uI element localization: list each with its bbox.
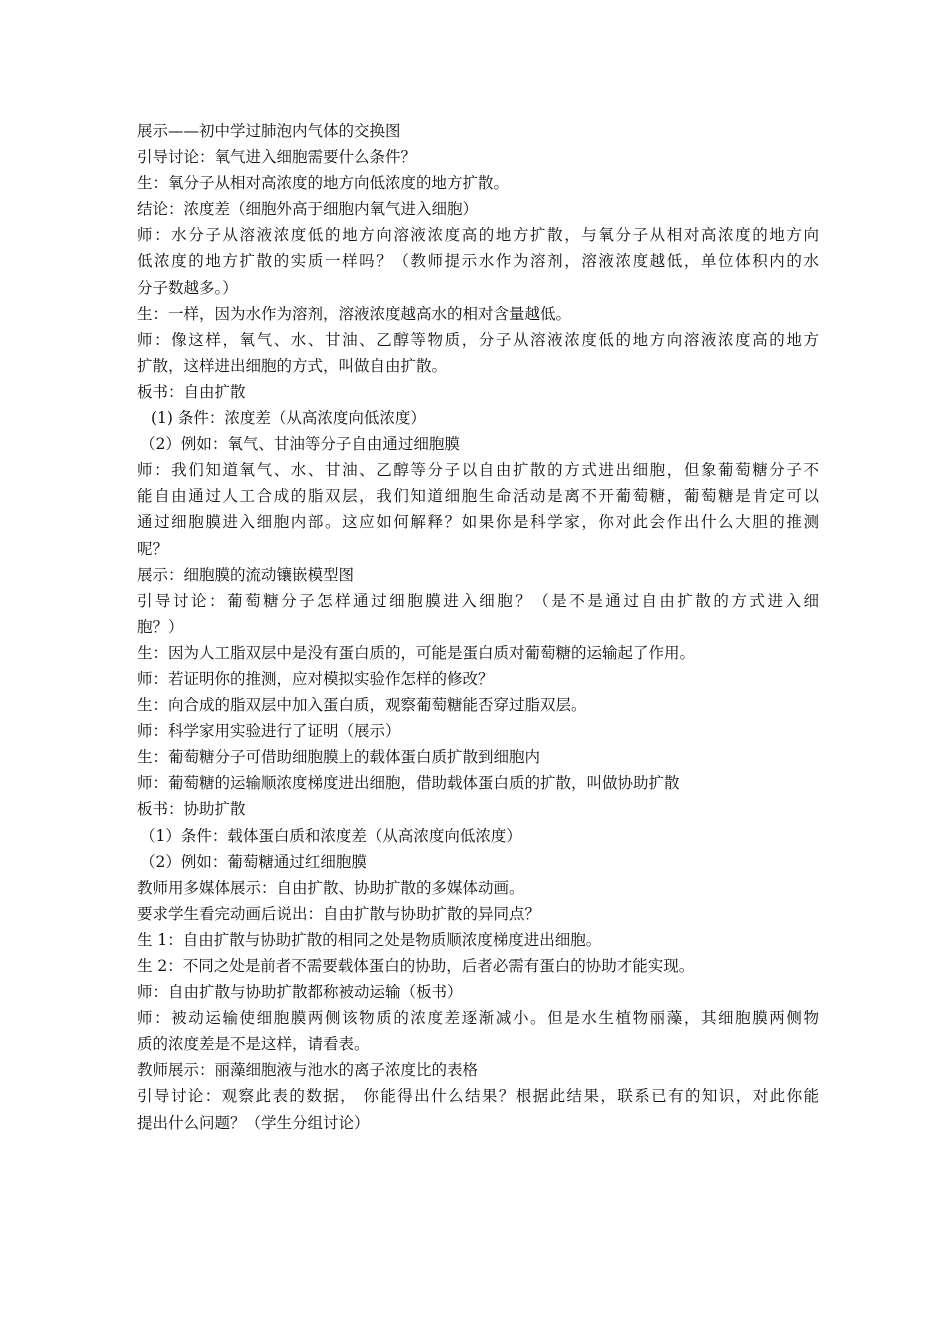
text-line-10: 扩散，这样进出细胞的方式，叫做自由扩散。 xyxy=(137,356,448,375)
text-line-20: 胞？） xyxy=(137,617,184,636)
text-line-24: 师：科学家用实验进行了证明（展示） xyxy=(137,722,401,741)
text-line-36: 质的浓度差是不是这样，请看表。 xyxy=(137,1035,370,1054)
text-line-5: 师：水分子从溶液浓度低的地方向溶液浓度高的地方扩散，与氧分子从相对高浓度的地方向 xyxy=(137,226,819,245)
text-line-4: 结论：浓度差（细胞外高于细胞内氧气进入细胞） xyxy=(137,200,479,219)
text-line-31: 要求学生看完动画后说出：自由扩散与协助扩散的异同点？ xyxy=(137,904,541,923)
text-line-35: 师：被动运输使细胞膜两侧该物质的浓度差逐渐减小。但是水生植物丽藻，其细胞膜两侧物 xyxy=(137,1009,819,1028)
text-line-3: 生：氧分子从相对高浓度的地方向低浓度的地方扩散。 xyxy=(137,174,510,193)
text-line-8: 生：一样，因为水作为溶剂，溶液浓度越高水的相对含量越低。 xyxy=(137,304,572,323)
text-line-1: 展示——初中学过肺泡内气体的交换图 xyxy=(137,122,401,140)
text-line-38: 引导讨论：观察此表的数据， 你能得出什么结果？根据此结果，联系已有的知识，对此你能 xyxy=(137,1087,819,1106)
text-line-21: 生：因为人工脂双层中是没有蛋白质的，可能是蛋白质对葡萄糖的运输起了作用。 xyxy=(137,643,696,662)
text-line-15: 能自由通过人工合成的脂双层，我们知道细胞生命活动是离不开葡萄糖，葡萄糖是肯定可以 xyxy=(137,487,819,506)
text-line-32: 生 1：自由扩散与协助扩散的相同之处是物质顺浓度梯度进出细胞。 xyxy=(137,930,602,949)
text-line-11: 板书：自由扩散 xyxy=(137,382,246,401)
text-line-23: 生：向合成的脂双层中加入蛋白质，观察葡萄糖能否穿过脂双层。 xyxy=(137,696,587,715)
text-line-9: 师：像这样，氧气、水、甘油、乙醇等物质，分子从溶液浓度低的地方向溶液浓度高的地方 xyxy=(137,330,819,349)
text-line-28: （1）条件：载体蛋白质和浓度差（从高浓度向低浓度） xyxy=(140,826,522,845)
text-line-34: 师：自由扩散与协助扩散都称被动运输（板书） xyxy=(137,983,463,1002)
text-line-30: 教师用多媒体展示：自由扩散、协助扩散的多媒体动画。 xyxy=(137,878,525,897)
text-line-18: 展示：细胞膜的流动镶嵌模型图 xyxy=(137,565,355,584)
text-line-39: 提出什么问题？（学生分组讨论） xyxy=(137,1113,370,1132)
text-line-16: 通过细胞膜进入细胞内部。这应如何解释？如果你是科学家，你对此会作出什么大胆的推测 xyxy=(137,513,819,532)
text-line-7: 分子数越多。） xyxy=(137,278,238,297)
text-line-19: 引导讨论：葡萄糖分子怎样通过细胞膜进入细胞？（是不是通过自由扩散的方式进入细 xyxy=(137,591,819,610)
text-line-33: 生 2：不同之处是前者不需要载体蛋白的协助，后者必需有蛋白的协助才能实现。 xyxy=(137,957,695,975)
text-line-6: 低浓度的地方扩散的实质一样吗？（教师提示水作为溶剂，溶液浓度越低，单位体积内的水 xyxy=(137,252,819,271)
text-line-22: 师：若证明你的推测，应对模拟实验作怎样的修改？ xyxy=(137,669,494,688)
text-line-37: 教师展示：丽藻细胞液与池水的离子浓度比的表格 xyxy=(137,1061,479,1080)
text-line-25: 生：葡萄糖分子可借助细胞膜上的载体蛋白质扩散到细胞内 xyxy=(137,748,541,767)
text-line-26: 师：葡萄糖的运输顺浓度梯度进出细胞，借助载体蛋白质的扩散，叫做协助扩散 xyxy=(137,774,680,793)
text-line-13: （2）例如：氧气、甘油等分子自由通过细胞膜 xyxy=(140,435,460,454)
text-line-14: 师：我们知道氧气、水、甘油、乙醇等分子以自由扩散的方式进出细胞，但象葡萄糖分子不 xyxy=(137,461,819,480)
text-line-12: (1) 条件：浓度差（从高浓度向低浓度） xyxy=(151,409,426,428)
text-line-27: 板书：协助扩散 xyxy=(137,800,246,819)
text-line-2: 引导讨论：氧气进入细胞需要什么条件？ xyxy=(137,148,417,167)
text-line-17: 呢？ xyxy=(137,539,169,558)
document-body xyxy=(137,118,819,1136)
text-line-29: （2）例如：葡萄糖通过红细胞膜 xyxy=(140,852,367,871)
